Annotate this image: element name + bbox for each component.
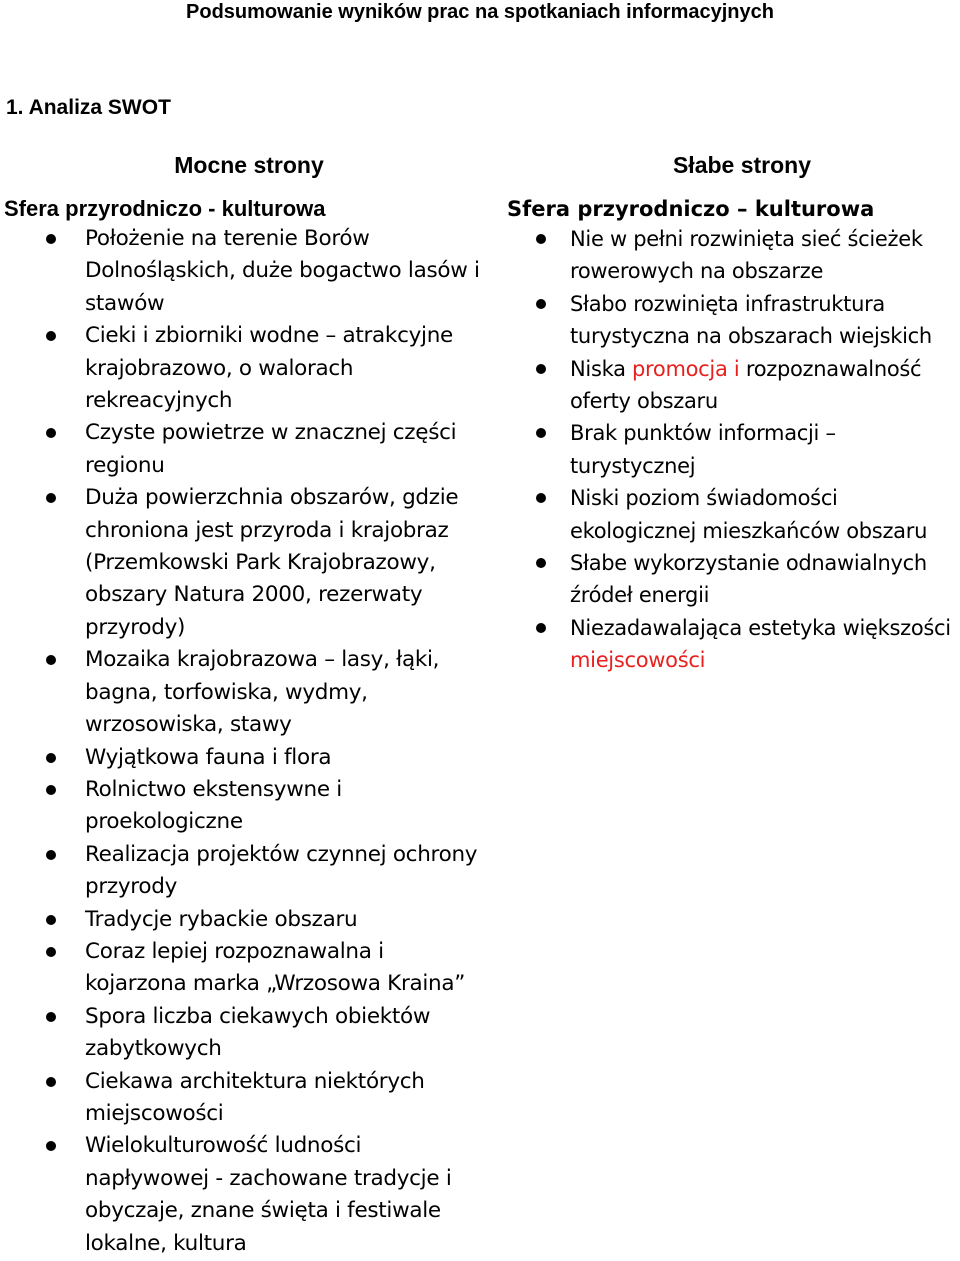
bullet-icon <box>536 299 546 309</box>
bullet-icon <box>536 623 546 633</box>
list-item <box>507 547 960 612</box>
list-item <box>4 839 490 904</box>
bullet-icon <box>536 234 546 244</box>
list-item-text: Słabe wykorzystanie odnawialnych źródeł energii <box>570 551 927 608</box>
bullet-icon <box>46 915 56 925</box>
list-item-text: Cieki i zbiorniki wodne – atrakcyjne krajobrazowo, o walorach rekreacyjnych <box>85 323 453 414</box>
bullet-icon <box>46 493 56 503</box>
list-item-text: Coraz lepiej rozpoznawalna i kojarzona marka „Wrzosowa Kraina” <box>85 938 466 997</box>
list-item <box>4 774 490 839</box>
strengths-heading: Mocne strony <box>174 152 324 178</box>
list-item <box>4 936 490 1001</box>
section-heading-swot: 1. Analiza SWOT <box>6 96 171 119</box>
bullet-icon <box>46 1012 56 1022</box>
weaknesses-sphere-heading: Sfera przyrodniczo – kulturowa <box>507 197 875 221</box>
list-item-text: Niski poziom świadomości ekologicznej mieszkańców obszaru <box>570 486 928 543</box>
bullet-icon <box>46 428 56 438</box>
bullet-icon <box>536 558 546 568</box>
weaknesses-column <box>507 150 960 677</box>
document-title: Podsumowanie wyników prac na spotkaniach informacyjnych <box>186 1 774 23</box>
list-item-text: Tradycje rybackie obszaru <box>85 906 358 932</box>
list-item-text-before: Niska <box>570 356 633 381</box>
bullet-icon <box>46 331 56 341</box>
list-item-text: Duża powierzchnia obszarów, gdzie chroniona jest przyroda i krajobraz (Przemkowski Park Krajobrazowy, obszary Natura 2000, rezerwaty przyrody) <box>85 485 459 640</box>
list-item-text: Ciekawa architektura niektórych miejscowości <box>85 1068 425 1126</box>
bullet-icon <box>536 364 546 374</box>
list-item-text: Wielokulturowość ludności napływowej - zachowane tradycje i obyczaje, znane święta i festiwale lokalne, kultura <box>85 1133 452 1256</box>
bullet-icon <box>46 785 56 795</box>
list-item-text: Rolnictwo ekstensywne i proekologiczne <box>85 776 342 835</box>
strengths-list <box>4 223 494 1260</box>
list-item <box>507 482 960 547</box>
list-item <box>4 482 490 644</box>
bullet-icon <box>536 493 546 503</box>
bullet-icon <box>46 753 56 763</box>
highlighted-text: promocja i <box>632 356 740 381</box>
list-item-text: Czyste powietrze w znacznej części regionu <box>85 420 457 478</box>
list-item <box>4 644 490 741</box>
weaknesses-heading: Słabe strony <box>672 152 812 178</box>
bullet-icon <box>46 1141 56 1151</box>
list-item <box>507 612 960 677</box>
list-item-text: Słabo rozwinięta infrastruktura turystyczna na obszarach wiejskich <box>570 291 932 349</box>
list-item <box>507 223 960 288</box>
list-item-text: Spora liczba ciekawych obiektów zabytkowych <box>85 1003 431 1062</box>
list-item-text: Nie w pełni rozwinięta sieć ścieżek rowerowych na obszarze <box>570 227 923 284</box>
list-item <box>4 223 490 320</box>
list-item <box>507 353 960 418</box>
bullet-icon <box>46 947 56 957</box>
list-item <box>507 288 960 353</box>
list-item-text-before: Niezadawalająca estetyka większości <box>570 615 951 640</box>
list-item-text: Wyjątkowa fauna i flora <box>85 744 332 770</box>
list-item <box>4 1066 490 1131</box>
bullet-icon <box>46 1077 56 1087</box>
list-item <box>4 742 490 774</box>
list-item-text: Brak punktów informacji – turystycznej <box>570 421 836 478</box>
list-item-text: Realizacja projektów czynnej ochrony przyrody <box>85 841 478 900</box>
weaknesses-list <box>507 223 960 677</box>
list-item <box>4 320 490 417</box>
list-item <box>4 904 490 936</box>
list-item-text-after: rozpoznawalność oferty obszaru <box>570 356 922 414</box>
list-item <box>507 417 960 482</box>
bullet-icon <box>536 428 546 438</box>
highlighted-text: miejscowości <box>570 648 706 673</box>
strengths-sphere-heading: Sfera przyrodniczo - kulturowa <box>4 196 326 221</box>
bullet-icon <box>46 655 56 665</box>
strengths-column <box>4 150 494 1260</box>
list-item-text: Mozaika krajobrazowa – lasy, łąki, bagna, torfowiska, wydmy, wrzosowiska, stawy <box>85 647 440 738</box>
list-item <box>4 1001 490 1066</box>
list-item-text: Położenie na terenie Borów Dolnośląskich, duże bogactwo lasów i stawów <box>85 226 480 316</box>
bullet-icon <box>46 234 56 244</box>
list-item <box>4 1130 490 1260</box>
bullet-icon <box>46 850 56 860</box>
list-item <box>4 417 490 482</box>
